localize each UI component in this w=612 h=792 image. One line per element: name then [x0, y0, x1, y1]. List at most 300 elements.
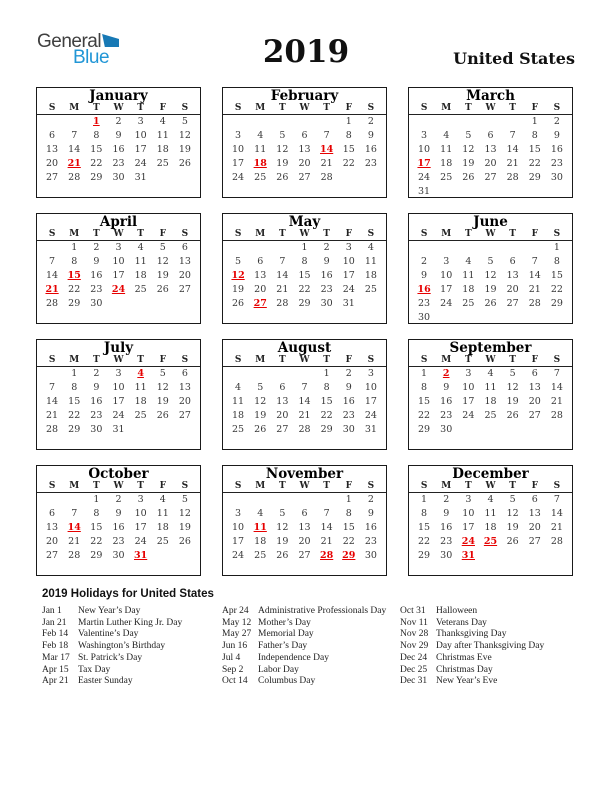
date-cell: 19	[232, 284, 245, 295]
holiday-date-cell: 15	[67, 270, 81, 281]
date-cell: 10	[232, 144, 245, 155]
date-cell: 15	[418, 396, 431, 407]
date-cell: 11	[462, 270, 475, 281]
date-cell: 25	[134, 284, 147, 295]
date-cell: 22	[418, 410, 431, 421]
date-cell	[435, 115, 457, 129]
weekday-label: F	[345, 103, 352, 113]
date-cell: 11	[484, 382, 497, 393]
weekday-label: F	[531, 229, 538, 239]
date-cell: 19	[178, 522, 191, 533]
date-cell: 7	[301, 382, 308, 393]
date-cell: 26	[178, 158, 191, 169]
holiday-date-cell: 21	[45, 284, 59, 295]
date-cell	[293, 367, 315, 381]
date-cell: 19	[156, 396, 169, 407]
week-row	[37, 549, 200, 563]
weekday-label: W	[113, 355, 124, 365]
week-row	[37, 409, 200, 423]
date-cell: 25	[484, 410, 497, 421]
date-cell: 4	[137, 242, 144, 253]
date-cell: 17	[462, 396, 475, 407]
date-cell: 2	[115, 116, 122, 127]
weekday-label: M	[441, 229, 452, 239]
week-row	[223, 395, 386, 409]
date-cell	[271, 241, 293, 255]
date-cell: 30	[364, 550, 377, 561]
date-cell: 7	[49, 382, 56, 393]
date-cell: 26	[276, 550, 289, 561]
date-cell: 22	[418, 536, 431, 547]
date-cell	[413, 115, 435, 129]
date-cell: 28	[68, 550, 81, 561]
holiday-date: Jun 16	[222, 641, 248, 652]
month-title: April	[99, 214, 138, 230]
date-cell: 21	[550, 396, 563, 407]
holiday-date: Oct 14	[222, 676, 248, 687]
date-cell: 6	[49, 130, 56, 141]
date-cell: 11	[440, 144, 453, 155]
date-cell	[457, 311, 479, 324]
logo-text-blue: Blue	[73, 47, 110, 68]
week-row	[409, 157, 572, 171]
date-cell: 10	[134, 508, 147, 519]
date-cell: 23	[90, 410, 103, 421]
weekday-label: W	[113, 229, 124, 239]
holiday-name: New Year’s Day	[78, 606, 141, 616]
date-cell: 10	[112, 382, 125, 393]
date-cell	[316, 493, 338, 507]
date-cell: 31	[342, 298, 355, 309]
date-cell: 10	[134, 130, 147, 141]
month-december	[408, 465, 573, 576]
week-row	[37, 535, 200, 549]
weekday-label: T	[465, 355, 472, 365]
week-row	[37, 241, 200, 255]
date-cell: 11	[232, 396, 245, 407]
date-cell: 7	[553, 368, 560, 379]
date-cell	[360, 171, 382, 185]
holiday-date: Jan 21	[42, 617, 67, 628]
date-cell: 9	[323, 256, 330, 267]
date-cell	[338, 171, 360, 185]
date-cell	[41, 367, 63, 381]
date-cell: 2	[443, 494, 450, 505]
date-cell: 20	[298, 158, 311, 169]
date-cell: 4	[443, 130, 450, 141]
holiday-date-cell: 18	[253, 158, 267, 169]
date-cell: 18	[232, 410, 245, 421]
holiday-date: Apr 21	[42, 676, 69, 687]
weekday-header-row	[223, 355, 386, 367]
date-cell: 30	[112, 550, 125, 561]
date-cell: 21	[550, 522, 563, 533]
weekday-label: S	[367, 229, 375, 239]
week-row	[409, 115, 572, 129]
holiday-date: Jan 1	[42, 606, 62, 616]
date-cell: 8	[553, 256, 560, 267]
weekday-label: T	[93, 229, 100, 239]
week-row	[223, 115, 386, 129]
holiday-date-cell: 25	[483, 536, 498, 547]
date-cell: 27	[298, 550, 311, 561]
date-cell: 31	[134, 172, 147, 183]
date-cell: 27	[506, 298, 519, 309]
week-row	[409, 535, 572, 549]
weekday-label: F	[345, 481, 352, 491]
week-row	[223, 423, 386, 437]
date-cell: 4	[367, 242, 374, 253]
weekday-label: T	[509, 229, 516, 239]
date-cell: 26	[462, 172, 475, 183]
date-cell: 22	[90, 158, 103, 169]
week-row	[223, 255, 386, 269]
holiday-name: Veterans Day	[436, 617, 487, 628]
holiday-row	[400, 629, 576, 641]
date-cell: 15	[320, 396, 333, 407]
date-cell: 10	[232, 522, 245, 533]
date-cell: 19	[156, 270, 169, 281]
holiday-date: May 12	[222, 617, 252, 628]
date-cell: 13	[276, 396, 289, 407]
date-cell: 15	[528, 144, 541, 155]
date-cell: 25	[462, 298, 475, 309]
date-cell: 23	[112, 536, 125, 547]
weekday-header-row	[37, 481, 200, 493]
weekday-header-row	[37, 229, 200, 241]
holiday-name: Labor Day	[258, 664, 299, 675]
date-cell	[479, 549, 501, 563]
holiday-date-cell: 14	[67, 522, 81, 533]
date-cell: 18	[134, 396, 147, 407]
month-title: June	[473, 214, 508, 230]
week-row	[223, 297, 386, 311]
week-row	[223, 157, 386, 171]
date-cell: 23	[364, 158, 377, 169]
date-cell	[502, 549, 524, 563]
weekday-label: T	[279, 229, 286, 239]
date-cell: 4	[257, 508, 264, 519]
date-cell: 11	[134, 256, 147, 267]
date-cell: 16	[90, 270, 103, 281]
date-cell: 28	[46, 298, 59, 309]
date-cell: 12	[506, 508, 519, 519]
date-cell: 30	[342, 424, 355, 435]
date-cell: 23	[364, 536, 377, 547]
date-cell: 8	[301, 256, 308, 267]
date-cell: 8	[421, 382, 428, 393]
date-cell	[130, 423, 152, 437]
date-cell: 3	[443, 256, 450, 267]
date-cell: 5	[279, 130, 286, 141]
holidays-column	[400, 606, 576, 688]
date-cell: 26	[506, 410, 519, 421]
date-cell: 7	[509, 130, 516, 141]
holiday-row	[42, 665, 220, 677]
month-june	[408, 213, 573, 324]
holiday-row	[222, 676, 398, 688]
weekday-label: F	[345, 229, 352, 239]
date-cell: 5	[159, 368, 166, 379]
date-cell: 14	[68, 144, 81, 155]
date-cell: 18	[440, 158, 453, 169]
holiday-row	[400, 676, 576, 688]
holiday-date: Oct 31	[400, 606, 426, 616]
holiday-row	[400, 618, 576, 630]
weekday-label: M	[69, 481, 80, 491]
weekday-label: T	[93, 481, 100, 491]
date-cell: 18	[484, 522, 497, 533]
weekday-label: T	[137, 355, 144, 365]
weekday-label: M	[255, 229, 266, 239]
weekday-header-row	[223, 103, 386, 115]
date-cell: 19	[276, 536, 289, 547]
date-cell: 11	[156, 508, 169, 519]
date-cell: 7	[531, 256, 538, 267]
date-cell: 1	[93, 494, 100, 505]
date-cell: 10	[112, 256, 125, 267]
date-cell	[41, 241, 63, 255]
date-cell: 26	[484, 298, 497, 309]
week-row	[409, 549, 572, 563]
date-cell: 12	[276, 522, 289, 533]
weekday-label: T	[465, 229, 472, 239]
date-cell: 31	[418, 186, 431, 197]
date-cell: 3	[465, 368, 472, 379]
holiday-name: Columbus Day	[258, 676, 316, 687]
date-cell: 3	[235, 508, 242, 519]
date-cell: 25	[254, 172, 267, 183]
date-cell	[524, 423, 546, 437]
date-cell: 11	[254, 144, 267, 155]
date-cell: 28	[550, 536, 563, 547]
holiday-row	[222, 665, 398, 677]
holiday-row	[42, 653, 220, 665]
weekday-label: W	[485, 481, 496, 491]
date-cell	[479, 115, 501, 129]
date-cell: 23	[418, 298, 431, 309]
weekday-label: T	[279, 355, 286, 365]
weekday-label: S	[420, 481, 428, 491]
weekday-label: T	[509, 103, 516, 113]
month-july	[36, 339, 201, 450]
weekday-label: M	[69, 103, 80, 113]
weekday-label: F	[159, 103, 166, 113]
date-cell: 29	[90, 550, 103, 561]
weekday-label: T	[509, 481, 516, 491]
date-cell: 3	[137, 494, 144, 505]
date-cell: 27	[178, 284, 191, 295]
date-cell: 17	[112, 396, 125, 407]
week-row	[409, 395, 572, 409]
date-cell: 17	[112, 270, 125, 281]
date-cell	[479, 185, 501, 198]
date-cell	[249, 493, 271, 507]
week-row	[223, 507, 386, 521]
date-cell: 14	[276, 270, 289, 281]
date-cell: 27	[528, 536, 541, 547]
weekday-label: S	[420, 229, 428, 239]
date-cell: 17	[440, 284, 453, 295]
date-cell	[293, 493, 315, 507]
date-cell: 12	[178, 130, 191, 141]
date-cell: 2	[93, 242, 100, 253]
date-cell: 6	[487, 130, 494, 141]
date-cell: 17	[462, 522, 475, 533]
date-cell: 7	[49, 256, 56, 267]
week-row	[37, 115, 200, 129]
date-cell	[457, 241, 479, 255]
date-cell: 26	[254, 424, 267, 435]
week-row	[37, 297, 200, 311]
date-cell: 8	[93, 508, 100, 519]
weekday-label: T	[279, 103, 286, 113]
week-row	[409, 143, 572, 157]
date-cell: 1	[531, 116, 538, 127]
date-cell: 2	[553, 116, 560, 127]
date-cell: 22	[320, 410, 333, 421]
date-cell: 6	[279, 382, 286, 393]
date-cell: 5	[487, 256, 494, 267]
date-cell: 25	[232, 424, 245, 435]
date-cell: 1	[323, 368, 330, 379]
holiday-date-cell: 31	[134, 550, 148, 561]
date-cell	[271, 367, 293, 381]
date-cell: 31	[112, 424, 125, 435]
holiday-row	[222, 653, 398, 665]
date-cell	[524, 185, 546, 198]
date-cell: 13	[254, 270, 267, 281]
date-cell: 20	[528, 522, 541, 533]
date-cell: 18	[462, 284, 475, 295]
date-cell: 25	[156, 158, 169, 169]
holiday-date-cell: 27	[253, 298, 267, 309]
weekday-label: S	[420, 103, 428, 113]
date-cell	[316, 115, 338, 129]
months-grid	[36, 87, 573, 576]
week-row	[409, 171, 572, 185]
date-cell: 26	[232, 298, 245, 309]
holiday-row	[222, 629, 398, 641]
date-cell: 16	[112, 144, 125, 155]
date-cell: 17	[232, 158, 245, 169]
holiday-date: Dec 24	[400, 652, 428, 663]
date-cell: 16	[90, 396, 103, 407]
date-cell: 25	[156, 536, 169, 547]
date-cell: 18	[484, 396, 497, 407]
weekday-label: M	[69, 355, 80, 365]
date-cell: 6	[531, 368, 538, 379]
date-cell	[227, 241, 249, 255]
date-cell: 22	[68, 410, 81, 421]
date-cell: 14	[528, 270, 541, 281]
date-cell: 24	[462, 410, 475, 421]
date-cell: 17	[364, 396, 377, 407]
date-cell: 24	[134, 158, 147, 169]
month-may	[222, 213, 387, 324]
date-cell: 18	[156, 522, 169, 533]
date-cell: 30	[440, 550, 453, 561]
weekday-label: M	[255, 481, 266, 491]
holiday-name: Independence Day	[258, 652, 329, 663]
weekday-label: S	[181, 229, 189, 239]
holiday-name: Father’s Day	[258, 641, 308, 652]
date-cell: 13	[298, 144, 311, 155]
week-row	[223, 549, 386, 563]
week-row	[409, 521, 572, 535]
date-cell: 5	[159, 242, 166, 253]
date-cell: 8	[71, 382, 78, 393]
date-cell: 13	[298, 522, 311, 533]
date-cell: 13	[484, 144, 497, 155]
date-cell: 24	[342, 284, 355, 295]
weekday-label: S	[48, 103, 56, 113]
date-cell: 16	[320, 270, 333, 281]
date-cell: 3	[115, 242, 122, 253]
weekday-label: T	[465, 103, 472, 113]
date-cell: 25	[440, 172, 453, 183]
holiday-date: Dec 31	[400, 676, 428, 687]
date-cell: 6	[181, 368, 188, 379]
week-row	[37, 283, 200, 297]
date-cell: 1	[553, 242, 560, 253]
date-cell: 25	[254, 550, 267, 561]
weekday-label: S	[367, 355, 375, 365]
date-cell: 25	[134, 410, 147, 421]
date-cell: 13	[178, 382, 191, 393]
date-cell: 21	[298, 410, 311, 421]
date-cell: 14	[550, 508, 563, 519]
weekday-label: W	[299, 229, 310, 239]
date-cell: 10	[418, 144, 431, 155]
date-cell	[152, 171, 174, 185]
holiday-date-cell: 24	[111, 284, 126, 295]
date-cell: 27	[46, 550, 59, 561]
date-cell: 23	[440, 536, 453, 547]
weekday-label: F	[159, 355, 166, 365]
weekday-label: F	[531, 355, 538, 365]
date-cell: 21	[320, 536, 333, 547]
week-row	[409, 297, 572, 311]
date-cell: 28	[298, 424, 311, 435]
holiday-row	[400, 641, 576, 653]
date-cell: 22	[68, 284, 81, 295]
date-cell: 16	[550, 144, 563, 155]
date-cell: 9	[115, 130, 122, 141]
date-cell: 8	[345, 130, 352, 141]
date-cell: 6	[257, 256, 264, 267]
date-cell	[457, 115, 479, 129]
date-cell	[174, 549, 196, 563]
week-row	[37, 423, 200, 437]
date-cell: 20	[528, 396, 541, 407]
week-row	[409, 507, 572, 521]
date-cell: 12	[484, 270, 497, 281]
date-cell: 3	[235, 130, 242, 141]
date-cell: 17	[342, 270, 355, 281]
holiday-date: Nov 11	[400, 617, 428, 628]
date-cell: 1	[345, 116, 352, 127]
week-row	[409, 493, 572, 507]
date-cell: 20	[298, 536, 311, 547]
date-cell: 16	[440, 522, 453, 533]
week-row	[37, 255, 200, 269]
month-title: July	[103, 340, 134, 356]
date-cell: 4	[487, 494, 494, 505]
weekday-label: F	[531, 103, 538, 113]
date-cell: 6	[301, 130, 308, 141]
date-cell: 13	[506, 270, 519, 281]
